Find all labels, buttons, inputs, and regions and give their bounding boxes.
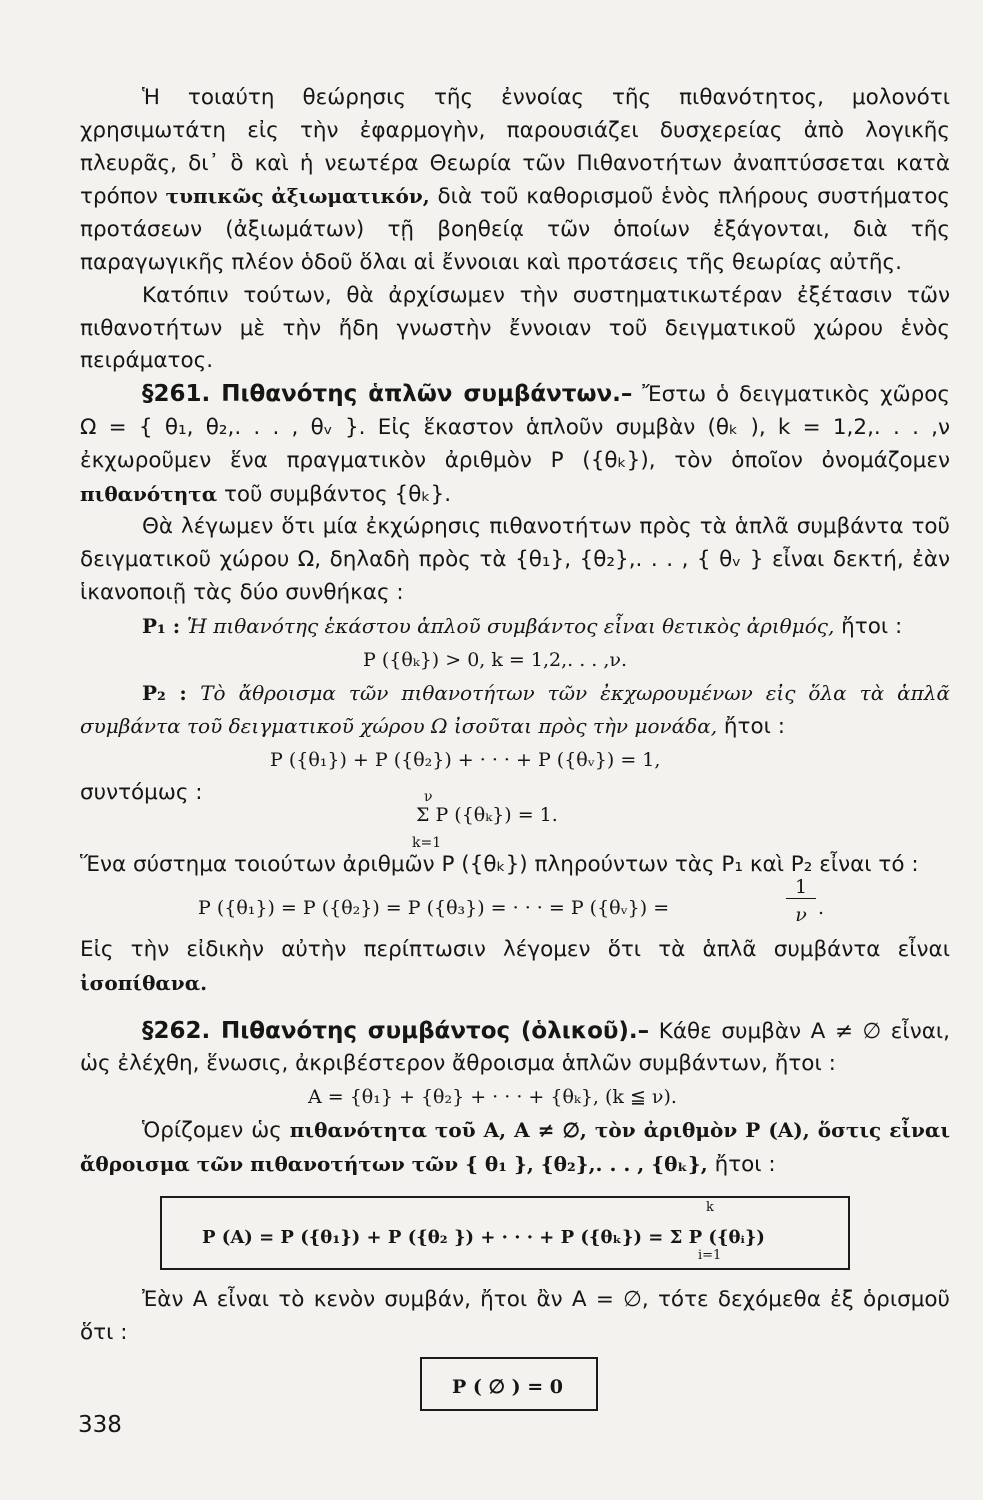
- intro-paragraph-1: [80, 82, 950, 280]
- sum-lower-limit: k=1: [412, 835, 442, 852]
- definition-box: [160, 1196, 850, 1270]
- formula-row: [80, 644, 950, 677]
- condition-text: Ἡ πιθανότης ἑκάστου ἁπλοῦ συμβάντος εἶναι θετικὸς ἀριθμός,: [187, 613, 835, 638]
- condition-p2: [80, 677, 950, 745]
- sec261-paragraph: [80, 378, 950, 511]
- text-span: ἤτοι :: [841, 613, 903, 639]
- formula: Σ P ({θₖ}) = 1.: [416, 804, 558, 827]
- sec262-paragraph: [80, 1015, 950, 1082]
- sum-upper-limit: ν: [424, 789, 433, 806]
- sec262-paragraph-2: [80, 1114, 950, 1182]
- condition-p1: [80, 610, 950, 644]
- text-span: Ἡ τοιαύτη θεώρησις τῆς ἐννοίας τῆς πιθανότητος, μολονότι χρησιμωτάτη εἰς τὴν ἐφαρμογὴν, παρουσιάζει δυσχερείας ἀπὸ λογικῆς πλευρᾶς, δι᾽ ὃ καὶ ἡ νεωτέρα Θεωρία τῶν Πιθανοτήτων ἀναπτύσσεται κατὰ τρόπον: [80, 85, 950, 210]
- condition-text: Τὸ ἄθροισμα τῶν πιθανοτήτων τῶν ἐκχωρουμένων εἰς ὅλα τὰ ἁπλᾶ συμβάντα τοῦ δειγματικοῦ χώρου Ω ἰσοῦται πρὸς τὴν μονάδα,: [80, 680, 950, 739]
- sec261-heading: §261. Πιθανότης ἁπλῶν συμβάντων.–: [142, 381, 633, 408]
- sec262-heading: §262. Πιθανότης συμβάντος (ὁλικοῦ).–: [142, 1017, 650, 1044]
- sum-upper-limit: k: [706, 1199, 714, 1215]
- formula: P ({θ₁}) = P ({θ₂}) = P ({θ₃}) = · · · = P ({θᵥ}) =: [198, 896, 670, 919]
- formula-punctuation: .: [818, 896, 825, 919]
- text-span: ἤτοι :: [714, 1151, 776, 1177]
- formula: A = {θ₁} + {θ₂} + · · · + {θₖ}, (k ≦ ν).: [308, 1086, 677, 1109]
- formula-row: [80, 744, 950, 777]
- condition-label: P₁ :: [142, 613, 181, 638]
- text-span: Εἰς τὴν εἰδικὴν αὐτὴν περίπτωσιν λέγομεν ὅτι τὰ ἁπλᾶ συμβάντα εἶναι: [80, 936, 950, 962]
- sec262-paragraph-3: Ἐὰν A εἶναι τὸ κενὸν συμβάν, ἤτοι ἂν A = ∅, τότε δεχόμεθα ἐξ ὁρισμοῦ ὅτι :: [80, 1286, 950, 1345]
- fraction-denominator: ν: [795, 903, 807, 926]
- text-span: διὰ τοῦ καθορισμοῦ ἑνὸς πλήρους συστήματος προτάσεων (ἀξιωμάτων) τῇ βοηθείᾳ τῶν ὁποίων ἐξάγονται, διὰ τῆς παραγωγικῆς πλέον ὁδοῦ ὅλαι αἱ ἔννοιαι καὶ προτάσεις τῆς θεωρίας αὐτῆς.: [80, 184, 950, 275]
- bold-term: ἰσοπίθανα.: [80, 970, 208, 995]
- sum-formula-block: [80, 777, 950, 852]
- formula-row: [80, 1357, 950, 1417]
- text-span: συντόμως :: [80, 780, 203, 806]
- sum-lower-limit: i=1: [698, 1247, 722, 1263]
- text-span: τοῦ συμβάντος {θₖ}.: [223, 481, 452, 507]
- text-span: Ἔστω ὁ δειγματικὸς χῶρος Ω = { θ₁, θ₂,. . . , θᵥ }. Εἰς ἕκαστον ἁπλοῦν συμβὰν (θₖ ), k = 1,2,. . . ,ν ἐκχωροῦμεν ἕνα πραγματικὸν ἀριθμὸν P ({θₖ}), τὸν ὁποῖον ὀνομάζομεν: [80, 382, 950, 473]
- page-number: 338: [78, 1412, 122, 1438]
- bold-term: πιθανότητα τοῦ A, A ≠ ∅, τὸν ἀριθμὸν P (A), ὅστις εἶναι ἄθροισμα τῶν πιθανοτήτων τῶν { θ₁ }, {θ₂},. . . , {θₖ},: [80, 1118, 950, 1176]
- formula: P (A) = P ({θ₁}) + P ({θ₂ }) + · · · + P ({θₖ}) = Σ P ({θᵢ}): [202, 1226, 765, 1248]
- fraction-numerator: 1: [786, 876, 816, 899]
- sec261-paragraph-4: [80, 934, 950, 1001]
- formula: P ( ∅ ) = 0: [452, 1376, 564, 1399]
- intro-paragraph-2: Κατόπιν τούτων, θὰ ἀρχίσωμεν τὴν συστηματικωτέραν ἐξέτασιν τῶν πιθανοτήτων μὲ τὴν ἤδη γνωστὴν ἔννοιαν τοῦ δειγματικοῦ χώρου ἑνὸς πειράματος.: [80, 282, 950, 374]
- bold-term: πιθανότητα: [80, 481, 218, 506]
- page-body: [80, 82, 950, 1417]
- bold-term: τυπικῶς ἀξιωματικόν,: [165, 184, 430, 209]
- sec261-paragraph-3: Ἕνα σύστημα τοιούτων ἀριθμῶν P ({θₖ}) πληρούντων τὰς P₁ καὶ P₂ εἶναι τό :: [80, 852, 919, 878]
- text-span: ἤτοι :: [723, 714, 785, 740]
- text-span: Κάθε συμβὰν A ≠ ∅ εἶναι, ὡς ἐλέχθη, ἕνωσις, ἀκριβέστερον ἄθροισμα ἁπλῶν συμβάντων, ἤτοι :: [80, 1018, 950, 1077]
- formula-row: [80, 1081, 950, 1114]
- formula-row: [80, 875, 950, 934]
- empty-set-box: [420, 1357, 598, 1411]
- text-span: Ὁρίζομεν ὡς: [142, 1118, 282, 1144]
- sec261-paragraph-2: Θὰ λέγωμεν ὅτι μία ἐκχώρησις πιθανοτήτων πρὸς τὰ ἁπλᾶ συμβάντα τοῦ δειγματικοῦ χώρου Ω, δηλαδὴ πρὸς τὰ {θ₁}, {θ₂},. . . , { θᵥ } εἶναι δεκτή, ἐὰν ἱκανοποιῇ τὰς δύο συνθήκας :: [80, 514, 950, 605]
- formula: P ({θₖ}) > 0, k = 1,2,. . . ,ν.: [363, 648, 627, 671]
- condition-label: P₂ :: [142, 680, 187, 705]
- formula: P ({θ₁}) + P ({θ₂}) + · · · + P ({θᵥ}) = 1,: [270, 749, 661, 772]
